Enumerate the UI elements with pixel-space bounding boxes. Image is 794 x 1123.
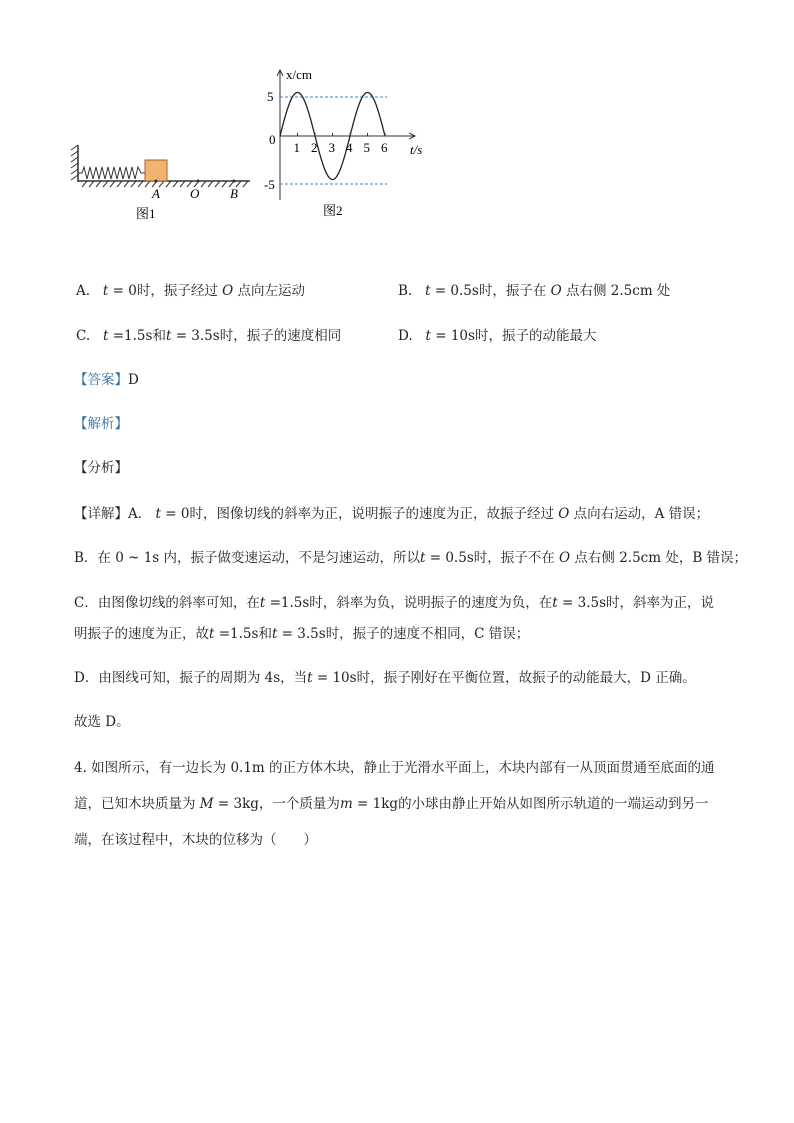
option-letter: C. [76, 328, 91, 344]
option-text: 点右侧 2.5cm 处 [566, 283, 671, 299]
var-o: O [559, 550, 571, 566]
math-value: = 1kg [352, 796, 399, 812]
question-text: ，一个质量为 [258, 796, 340, 812]
math-value: = 0.5s [430, 283, 479, 299]
figure1-spring-diagram [68, 140, 258, 230]
var-t: t [103, 328, 109, 344]
math-value: = 3.5s [171, 328, 220, 344]
detail-text: 时，图像切线的斜率为正，说明振子的速度为正，故振子经过 [189, 506, 554, 522]
math-value: = 0.5s [425, 550, 474, 566]
detail-text: 时，振子刚好在平衡位置，故振子的动能最大，D 正确。 [356, 670, 696, 686]
detail-text: C．由图像切线的斜率可知，在 [74, 595, 260, 611]
point-o-dot [197, 180, 200, 183]
label-o: O [190, 186, 200, 201]
detail-line-1 [74, 502, 709, 522]
math-value: = 3kg [213, 796, 259, 812]
var-t: t [552, 595, 558, 611]
math-value: = 0 [108, 283, 137, 299]
option-d [398, 324, 596, 344]
var-t: t [209, 626, 215, 642]
label-b: B [230, 186, 238, 201]
math-value: = 0 [160, 506, 190, 522]
detail-line-3 [74, 591, 714, 611]
detail-text: 时，振子的速度不相同，C 错误； [325, 626, 530, 642]
option-b [398, 279, 670, 299]
label-a: A [152, 186, 160, 201]
option-text: 和 [152, 328, 166, 344]
conclusion-line: 故选 D。 [74, 714, 130, 730]
x-tick-label: 1 [293, 140, 300, 155]
var-o: O [222, 283, 234, 299]
question-text: 的小球由静止开始从如图所示轨道的一端运动到另一 [398, 796, 709, 812]
var-t: t [102, 283, 109, 299]
option-letter: A. [76, 283, 91, 299]
answer-value: D [128, 372, 139, 388]
wall-hatching [71, 145, 78, 180]
var-m-small: m [339, 796, 353, 812]
var-t: t [259, 595, 266, 611]
spring-coil [78, 167, 145, 179]
x-tick-label: 3 [328, 140, 335, 155]
math-value: = 10s [430, 328, 475, 344]
figure2-caption: 图2 [323, 203, 343, 218]
detail-line-5 [74, 666, 696, 686]
option-letter: B. [398, 283, 413, 299]
point-b-dot [233, 180, 236, 183]
detail-line-2 [74, 546, 747, 566]
math-value: =1.5s [265, 595, 310, 611]
detail-text: 和 [258, 626, 272, 642]
option-letter: D. [398, 328, 413, 344]
var-t: t [271, 626, 278, 642]
oscillator-block [145, 160, 167, 181]
var-t: t [307, 670, 313, 686]
detail-text: 时，振子不在 [473, 550, 555, 566]
answer-label: 【答案】 [74, 372, 128, 388]
x-axis-label: t/s [410, 142, 423, 157]
x-tick-label: 5 [363, 140, 370, 155]
fenxi-heading: 【分析】 [74, 460, 128, 476]
detail-text: 点右侧 2.5cm 处，B 错误； [574, 550, 748, 566]
detail-text: B．在 0 ~ 1s 内，振子做变速运动，不是匀速运动，所以 [74, 550, 421, 566]
detail-text: 明振子的速度为正，故 [74, 626, 209, 642]
option-text: 时，振子经过 [136, 283, 218, 299]
question-4-line-1: 4. 如图所示，有一边长为 0.1m 的正方体木块，静止于光滑水平面上，木块内部有一从顶面贯通至底面的通 [74, 760, 715, 776]
x-tick-label: 2 [311, 140, 318, 155]
question-4-line-2 [74, 792, 709, 812]
y-tick-label-0: 0 [269, 132, 276, 147]
var-t: t [425, 328, 431, 344]
x-tick-label: 4 [346, 140, 353, 155]
option-a [76, 279, 305, 299]
math-value: = 10s [312, 670, 357, 686]
var-t: t [165, 328, 172, 344]
detail-text: 时，斜率为正，说 [606, 595, 715, 611]
math-value: = 3.5s [277, 626, 326, 642]
detail-label: 【详解】 [74, 506, 128, 522]
y-tick-label-5: 5 [267, 89, 274, 104]
question-text: 道，已知木块质量为 [74, 796, 196, 812]
math-value: =1.5s [108, 328, 153, 344]
var-t: t [155, 506, 161, 522]
point-a-dot [155, 180, 158, 183]
var-o: O [558, 506, 570, 522]
option-text: 时，振子在 [478, 283, 547, 299]
figure2-xt-graph [255, 62, 445, 227]
var-t: t [425, 283, 431, 299]
detail-text: D．由图线可知，振子的周期为 4s，当 [74, 670, 308, 686]
x-tick-label: 6 [381, 140, 388, 155]
var-t: t [420, 550, 426, 566]
detail-text: A． [128, 506, 156, 522]
option-text: 点向左运动 [237, 283, 306, 299]
option-text: 时，振子的动能最大 [474, 328, 597, 344]
detail-line-4 [74, 622, 529, 642]
var-m-large: M [199, 796, 214, 812]
math-value: =1.5s [214, 626, 259, 642]
floor-hatching [82, 181, 248, 187]
option-text: 时，振子的速度相同 [219, 328, 342, 344]
y-axis-label: x/cm [286, 67, 312, 82]
answer-line [74, 368, 139, 388]
detail-text: 时，斜率为负，说明振子的速度为负，在 [309, 595, 553, 611]
y-tick-label-neg5: -5 [264, 177, 275, 192]
var-o: O [550, 283, 562, 299]
figure1-caption: 图1 [136, 206, 156, 221]
jiexi-heading: 【解析】 [74, 416, 128, 432]
detail-text: 点向右运动，A 错误； [573, 506, 710, 522]
question-4-line-3: 端，在该过程中，木块的位移为（ ） [74, 832, 317, 848]
option-c [76, 324, 341, 344]
math-value: = 3.5s [557, 595, 607, 611]
